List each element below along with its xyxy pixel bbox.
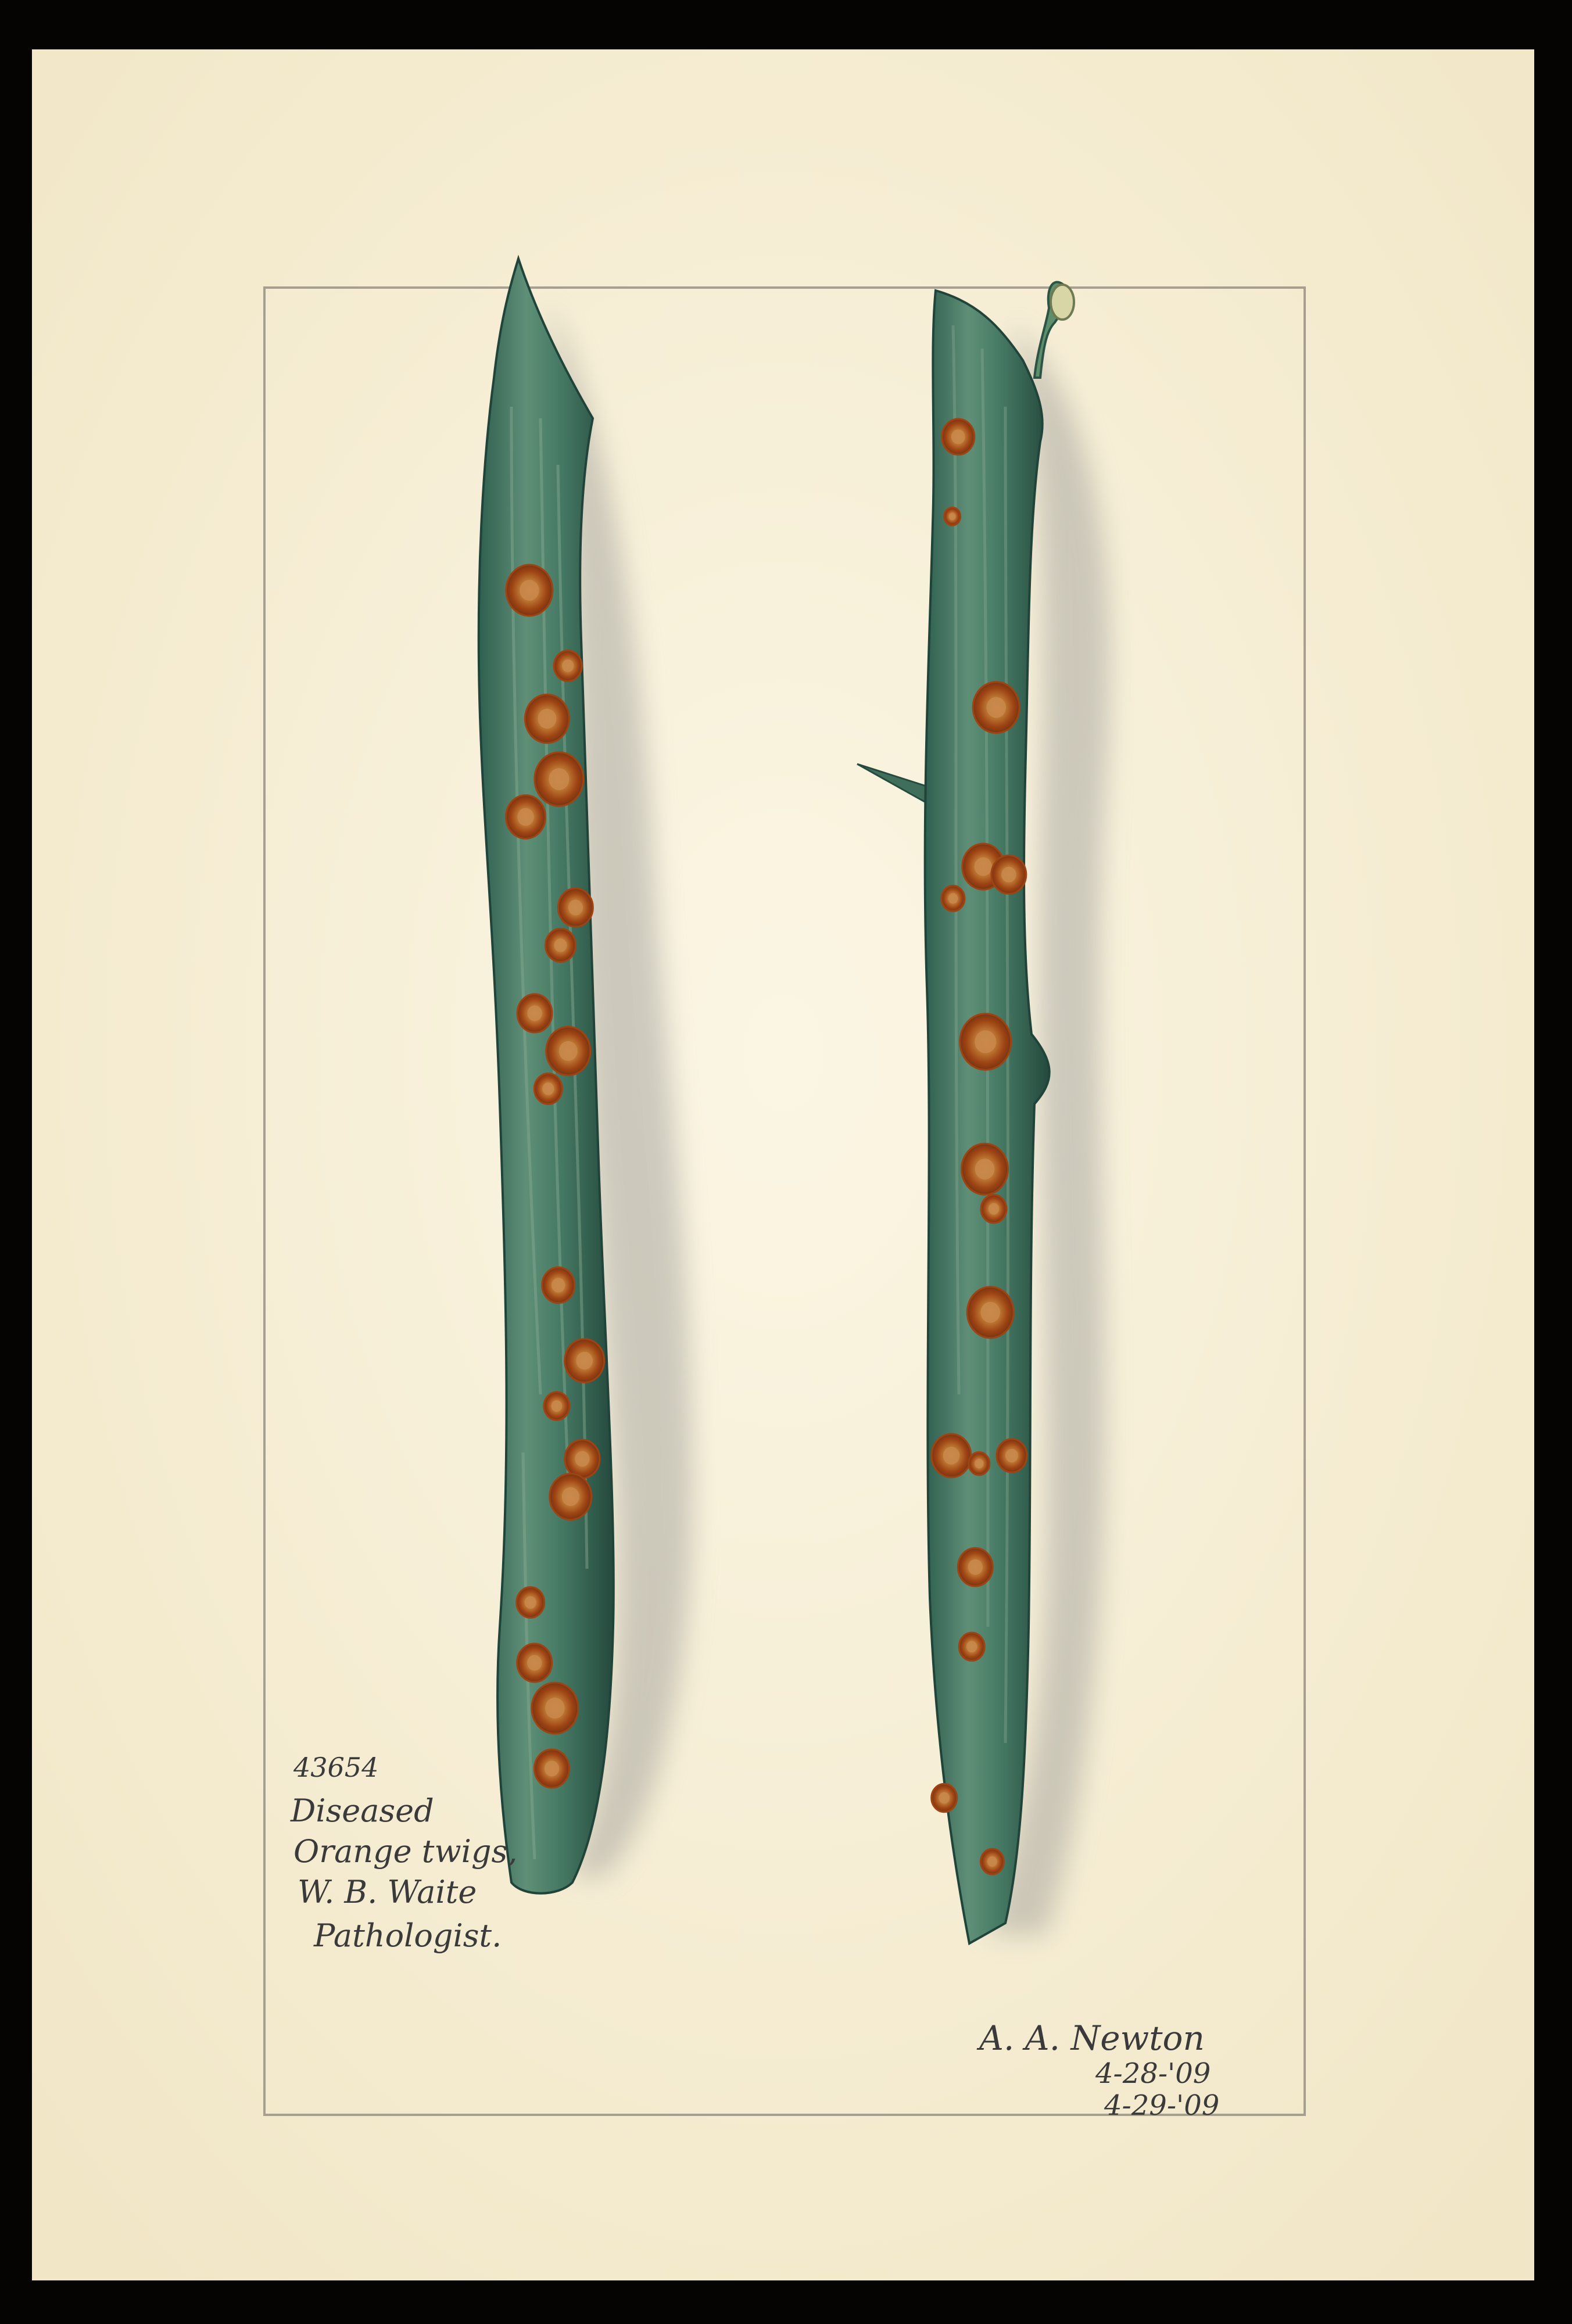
- artist-name: A. A. Newton: [979, 2018, 1205, 2058]
- lesion-center: [562, 659, 574, 672]
- lesion-center: [552, 1278, 565, 1292]
- lesion-center: [575, 1451, 589, 1467]
- lesion-center: [948, 893, 958, 903]
- lesion-center: [552, 1400, 562, 1412]
- caption-line-3: W. B. Waite: [298, 1874, 477, 1910]
- caption-line-1: Diseased: [291, 1792, 434, 1829]
- lesion-center: [989, 1203, 999, 1215]
- lesion-center: [545, 1698, 565, 1719]
- lesion-center: [1005, 1449, 1018, 1462]
- lesion-center: [968, 1559, 983, 1575]
- lesion-center: [986, 697, 1006, 718]
- lesion-center: [554, 938, 567, 952]
- lesion-center: [562, 1487, 579, 1506]
- lesion-center: [527, 1655, 542, 1671]
- lesion-center: [1001, 867, 1016, 883]
- lesion-center: [559, 1041, 578, 1061]
- lesion-center: [545, 1761, 559, 1777]
- lesion-center: [939, 1792, 949, 1804]
- lesion-center: [549, 768, 569, 790]
- lesion-center: [975, 1030, 996, 1053]
- paper-sheet: [32, 49, 1534, 2280]
- lesion-center: [966, 1641, 977, 1652]
- signature-date-2: 4-29-'09: [1104, 2089, 1220, 2122]
- lesion-center: [538, 709, 556, 729]
- lesion-center: [987, 1856, 997, 1867]
- lesion-center: [975, 1459, 983, 1468]
- lesion-center: [951, 429, 965, 444]
- caption-line-4: Pathologist.: [314, 1917, 502, 1954]
- lesion-center: [943, 1447, 960, 1465]
- lesion-center: [576, 1352, 593, 1370]
- shoot-bud: [1051, 285, 1074, 320]
- lesion-center: [527, 1006, 542, 1021]
- lesion-center: [949, 513, 956, 521]
- caption-line-2: Orange twigs,: [293, 1833, 518, 1870]
- signature-date-1: 4-28-'09: [1095, 2057, 1211, 2090]
- specimen-number: 43654: [293, 1752, 379, 1783]
- lesion-center: [542, 1082, 554, 1095]
- lesion-center: [975, 1159, 995, 1179]
- lesion-center: [568, 900, 583, 916]
- lesion-center: [520, 580, 539, 601]
- lesion-center: [980, 1302, 1000, 1323]
- lesion-center: [517, 808, 534, 826]
- lesion-center: [975, 857, 992, 876]
- lesion-center: [525, 1596, 536, 1609]
